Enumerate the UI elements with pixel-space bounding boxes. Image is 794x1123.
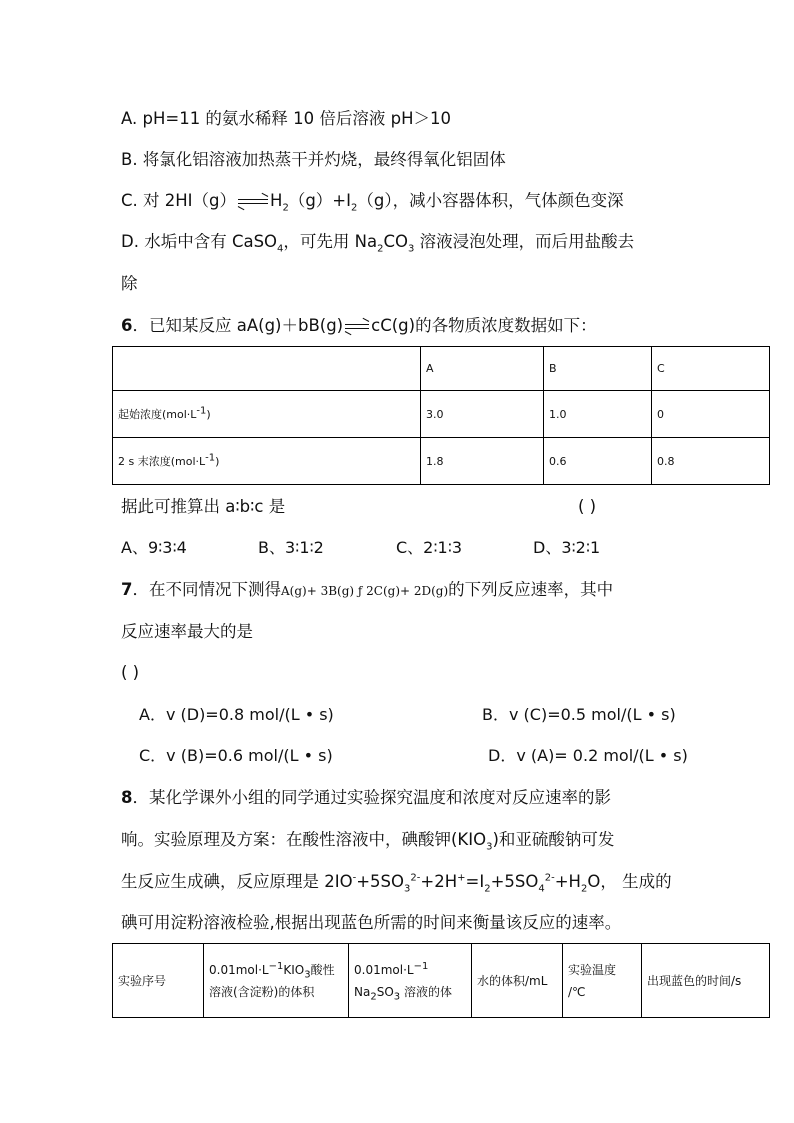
q6-option-c: C、2∶1∶3 <box>396 538 463 557</box>
q7-option-a: A．v (D)=0.8 mol/(L • s) <box>139 705 334 724</box>
q8-line3-post: 生成的 <box>616 872 672 891</box>
q5-option-d-4: 溶液浸泡处理，而后用盐酸去 <box>414 232 635 251</box>
q8-header-trial: 实验序号 <box>113 944 204 1018</box>
q8-header-water: 水的体积/mL <box>472 944 563 1018</box>
q5-option-c-sub2: 2 <box>350 202 358 214</box>
q6-number: 6 <box>121 316 133 335</box>
q7-option-d: D．v (A)= 0.2 mol/(L • s) <box>488 746 688 765</box>
q5-option-d-3: CO <box>383 232 409 251</box>
q5-option-b: B. 将氯化铝溶液加热蒸干并灼烧，最终得氧化铝固体 <box>121 150 506 169</box>
q5-option-c-pre: C. 对 2HI（g） <box>121 191 237 210</box>
q6-option-b: B、3∶1∶2 <box>258 538 324 557</box>
q5-option-d-2: ，可先用 Na <box>283 232 378 251</box>
q6-cell: 3.0 <box>421 391 544 438</box>
q8-header-time: 出现蓝色的时间/s <box>642 944 770 1018</box>
q6-option-a: A、9∶3∶4 <box>121 538 187 557</box>
q5-option-d-continued: 除 <box>121 274 138 293</box>
q8-line2-post: )和亚硫酸钠可发 <box>492 830 615 849</box>
q5-option-a: A. pH=11 的氨水稀释 10 倍后溶液 pH＞10 <box>121 109 452 128</box>
q6-row-label: 起始浓度$(mol\cdot L^{-1})$ <box>113 391 421 438</box>
q8-header-kio3: $0.01mol\cdot L^{-1}KIO_3$酸性 溶液(含淀粉)的体积 <box>204 944 349 1018</box>
q5-option-c-h: H <box>270 191 283 210</box>
q7-stem-line2: 反应速率最大的是 <box>121 622 253 641</box>
q8-number: 8 <box>121 788 133 807</box>
table-row <box>113 438 770 485</box>
q8-line4: 碘可用淀粉溶液检验,根据出现蓝色所需的时间来衡量该反应的速率。 <box>121 913 622 932</box>
q6-header-a: A <box>421 347 544 391</box>
q7-stem <box>121 579 613 602</box>
q7-stem-post: 的下列反应速率，其中 <box>448 580 614 599</box>
q6-answer-paren: ( ) <box>578 497 597 516</box>
q6-option-d: D、3∶2∶1 <box>533 538 601 557</box>
q5-option-d-sub1: 4 <box>277 243 284 255</box>
q6-header-blank <box>113 347 421 391</box>
equilibrium-arrow-icon <box>238 198 268 206</box>
q5-option-c-post: （g），减小容器体积，气体颜色变深 <box>357 191 624 210</box>
q5-option-c <box>121 190 624 212</box>
q6-cell: 0 <box>652 391 770 438</box>
q8-line2-sub: 3 <box>486 841 493 853</box>
q8-line1-text: ．某化学课外小组的同学通过实验探究温度和浓度对反应速率的影 <box>132 788 611 807</box>
q7-option-b: B．v (C)=0.5 mol/(L • s) <box>482 705 676 724</box>
table-row <box>113 391 770 438</box>
q5-option-d <box>121 231 634 253</box>
q6-concentration-table <box>112 346 770 485</box>
q7-number: 7 <box>121 580 133 599</box>
equilibrium-arrow-icon <box>345 323 369 331</box>
q8-line3 <box>121 871 672 893</box>
q6-stem-pre: ．已知某反应 aA(g)＋bB(g) <box>132 316 344 335</box>
q6-header-c: C <box>652 347 770 391</box>
q5-option-d-sub3: 3 <box>408 243 415 255</box>
q5-option-c-sub: 2 <box>282 202 289 214</box>
q8-header-temperature: 实验温度 /℃ <box>563 944 642 1018</box>
q5-option-c-mid: （g）+I <box>288 191 351 210</box>
q6-stem-post: cC(g)的各物质浓度数据如下： <box>371 316 597 335</box>
q6-cell: 0.8 <box>652 438 770 485</box>
q5-option-d-sub2: 2 <box>377 243 384 255</box>
q6-header-b: B <box>544 347 652 391</box>
q8-line1 <box>121 787 611 809</box>
q6-cell: 0.6 <box>544 438 652 485</box>
q6-after-text: 据此可推算出 a∶b∶c 是 <box>121 497 286 516</box>
q8-line2 <box>121 829 614 851</box>
q8-experiment-table <box>112 943 770 1018</box>
q6-stem <box>121 315 597 337</box>
q6-row-label: 2 s 末浓度$(mol\cdot L^{-1})$ <box>113 438 421 485</box>
q7-stem-pre: ．在不同情况下测得 <box>132 580 281 599</box>
q6-cell: 1.8 <box>421 438 544 485</box>
q7-equation: A(g)+ 3B(g) ƒ 2C(g)+ 2D(g) <box>280 584 449 598</box>
q6-cell: 1.0 <box>544 391 652 438</box>
q8-line2-pre: 响。实验原理及方案：在酸性溶液中，碘酸钾(KIO <box>121 830 487 849</box>
q7-option-c: C．v (B)=0.6 mol/(L • s) <box>139 746 333 765</box>
q8-header-na2so3: $0.01mol\cdot L^{-1}$ $Na_2SO_3$ 溶液的体 <box>349 944 472 1018</box>
q8-reaction-equation: $2IO^-+5SO_3^{2-}+2H^+=I_2+5SO_4^{2-}+H_2O$， <box>319 872 617 895</box>
q5-option-d-1: D. 水垢中含有 CaSO <box>121 232 278 251</box>
q7-answer-paren: ( ) <box>121 663 140 682</box>
q8-line3-pre: 生反应生成碘，反应原理是 <box>121 872 319 891</box>
